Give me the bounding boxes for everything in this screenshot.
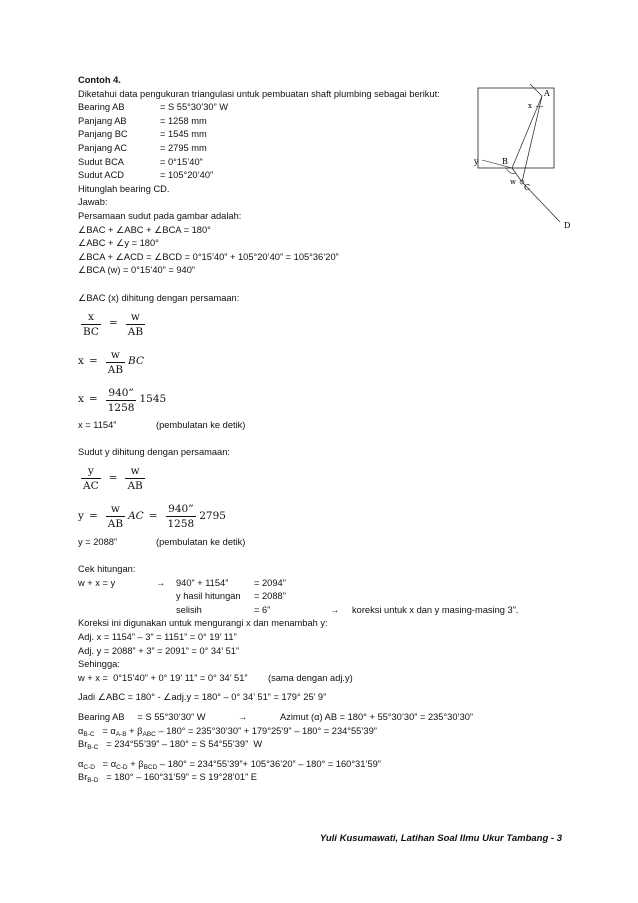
check-title: Cek hitungan: (78, 564, 136, 575)
sehingga-label: Sehingga: (78, 659, 120, 670)
formula-y-ratio: $\frac{y}{AC}$ = $\frac{w}{AB}$ (83, 465, 143, 493)
question-text: Hitunglah bearing CD. (78, 183, 170, 194)
label-d: D (564, 221, 571, 230)
answer-label: Jawab: (78, 197, 108, 208)
check-row: y hasil hitungan = 2088” (176, 591, 286, 602)
alpha-cd: $\alpha_{C-D} = \alpha_{C-D} + \beta_{BCD} - 180^\circ$ = 234°55’39”+ 105°36’20” – 180° = 160°31’59” (78, 758, 381, 771)
data-row: Sudut BCA = 0°15’40” (78, 156, 203, 167)
y-result-row: y = 2088” (pembulatan ke detik) (78, 536, 246, 547)
x-intro: ∠BAC (x) dihitung dengan persamaan: (78, 292, 240, 303)
formula-x-ratio: $\frac{x}{BC}$ = $\frac{w}{AB}$ (83, 310, 144, 338)
equation-line: ∠BCA + ∠ACD = ∠BCD = 0°15’40” + 105°20’40” = 105°36’20” (78, 251, 339, 262)
data-row: Bearing AB = S 55°30’30” W (78, 102, 229, 113)
label-w: w (510, 178, 516, 186)
equation-line: ∠BAC + ∠ABC + ∠BCA = 180° (78, 224, 211, 235)
arrow-icon: → (238, 712, 248, 722)
formula-x-solve: x = $\frac{w}{AB}$ BC (78, 348, 144, 376)
br-bd: $Br_{B-D} = 180^\circ$ – 160°31’59” = S 19°28’01” E (78, 772, 257, 785)
abc-result: Jadi ∠ABC = 180° - ∠adj.y = 180° – 0° 34’ 51” = 179° 25’ 9” (78, 692, 327, 703)
example-title: Contoh 4. (78, 75, 121, 85)
adj-y: Adj. y = 2088” + 3” = 2091” = 0° 34’ 51” (78, 645, 240, 656)
arrow-icon: → (156, 577, 166, 588)
equation-intro: Persamaan sudut pada gambar adalah: (78, 210, 242, 221)
data-row: Sudut ACD = 105°20’40” (78, 170, 214, 181)
main-content (78, 74, 558, 785)
check-row: w + x = y → 940” + 1154” = 2094” (78, 577, 558, 591)
data-row: Panjang BC = 1545 mm (78, 129, 207, 140)
label-c: C (524, 183, 531, 192)
label-b: B (502, 157, 508, 166)
check-row: selisih = 6” → koreksi untuk x dan y masing-masing 3”. (78, 604, 558, 618)
bearing-row: Bearing AB = S 55°30’30” W → Azimut (α) AB = 180° + 55°30’30” = 235°30’30” (78, 711, 558, 725)
page-footer: Yuli Kusumawati, Latihan Soal Ilmu Ukur Tambang - 3 (319, 833, 562, 844)
equation-line: ∠ABC + ∠y = 180° (78, 238, 159, 249)
data-row: Panjang AB = 1258 mm (78, 115, 207, 126)
label-y: y (474, 157, 479, 166)
label-a: A (544, 89, 550, 98)
adj-x: Adj. x = 1154” – 3” = 1151” = 0° 19’ 11” (78, 632, 237, 643)
data-row: Panjang AC = 2795 mm (78, 142, 207, 153)
intro-text: Diketahui data pengukuran triangulasi untuk pembuatan shaft plumbing sebagai berikut: (78, 88, 440, 99)
label-x: x (528, 102, 532, 110)
formula-x-numeric: x = $\frac{940”}{1258}$ 1545 (78, 386, 167, 414)
br-bc: $Br_{B-C}$ = 234°55’39” – 180° = S 54°55’39” W (78, 739, 263, 752)
formula-y-solve: y = $\frac{w}{AB}$ AC = $\frac{940”}{1258}$ 2795 (78, 503, 226, 531)
alpha-bc: $\alpha_{B-C} = \alpha_{A-B} + \beta_{ABC} - 180^\circ$ = 235°30’30” + 179°25’9” – 180° = 234°55’39” (78, 725, 377, 738)
wx-row: w + x = 0°15’40” + 0° 19’ 11” = 0° 34’ 51” (sama dengan adj.y) (78, 672, 353, 683)
y-intro: Sudut y dihitung dengan persamaan: (78, 447, 230, 458)
equation-line: ∠BCA (w) = 0°15’40” = 940” (78, 265, 195, 276)
arrow-icon: → (330, 604, 340, 615)
x-result-row: x = 1154” (pembulatan ke detik) (78, 420, 246, 431)
correction-text: Koreksi ini digunakan untuk mengurangi x dan menambah y: (78, 618, 328, 629)
